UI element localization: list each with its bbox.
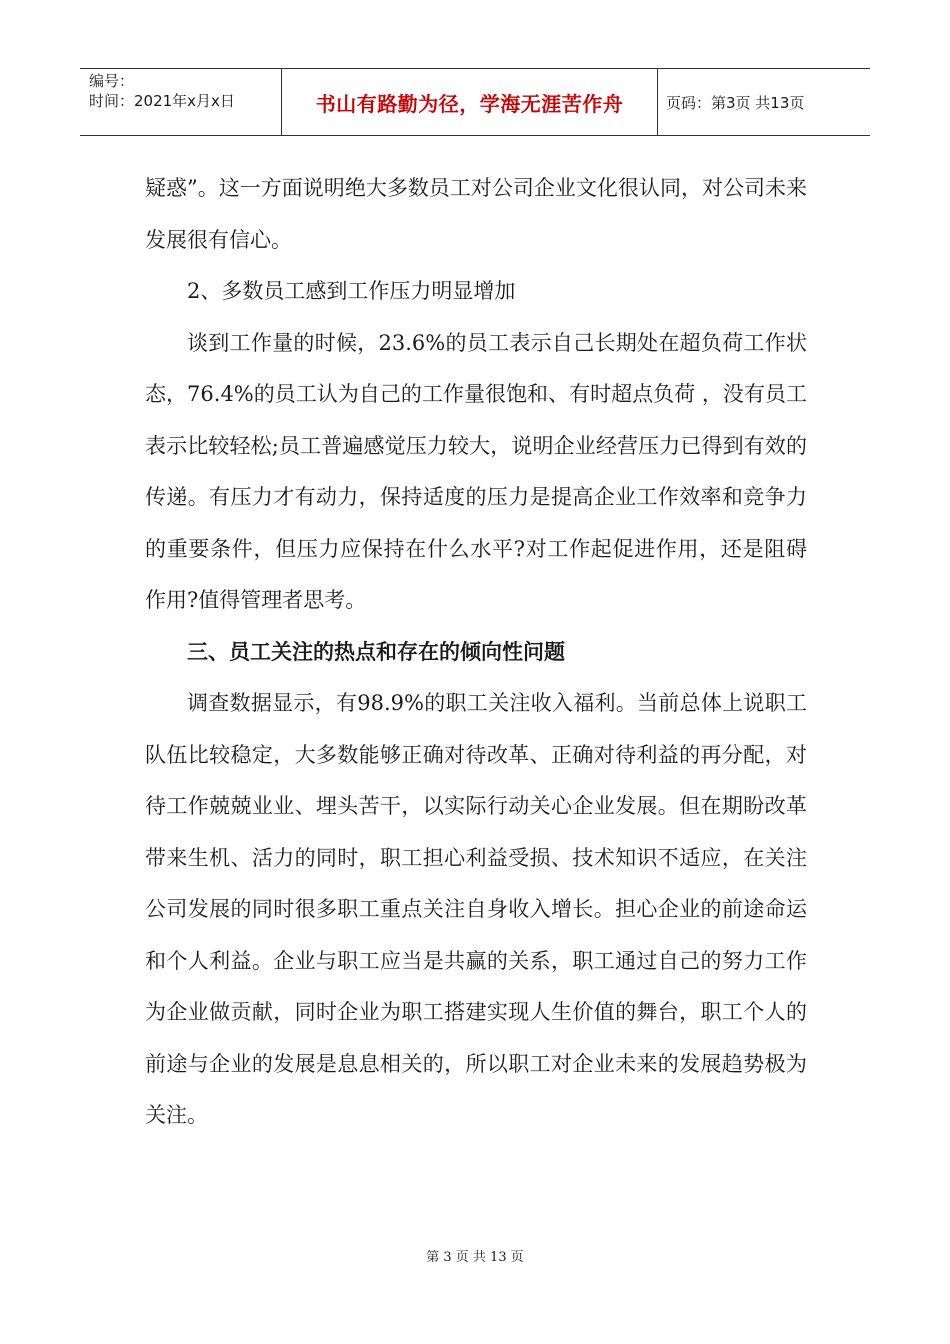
header-page-label: 页码：第3页 共13页 (666, 93, 805, 112)
paragraph-workload: 谈到工作量的时候，23.6%的员工表示自己长期处在超负荷工作状态，76.4%的员工认为自己的工作量很饱和、有时超点负荷 ，没有员工表示比较轻松;员工普遍感觉压力较大，说明企业经营压力已得到有效的传递。有压力才有动力，保持适度的压力是提高企业工作效率和竞争力的重要条件，但压力应保持在什么水平?对工作起促进作用，还是阻碍作用?值得管理者思考。 (145, 330, 807, 612)
section-heading: 三、员工关注的热点和存在的倾向性问题 (187, 639, 565, 664)
document-body (145, 163, 807, 1142)
document-header (80, 68, 870, 136)
paragraph-continuation: 疑惑”。这一方面说明绝大多数员工对公司企业文化很认同，对公司未来发展很有信心。 (145, 176, 807, 252)
subsection-heading: 2、多数员工感到工作压力明显增加 (187, 279, 516, 303)
document-date-label: 时间：2021年x月x日 (89, 92, 235, 110)
header-motto: 书山有路勤为径，学海无涯苦作舟 (282, 69, 658, 135)
document-number-label: 编号： (89, 72, 135, 90)
page-footer: 第 3 页 共 13 页 (426, 1250, 524, 1265)
paragraph-welfare: 调查数据显示，有98.9%的职工关注收入福利。当前总体上说职工队伍比较稳定，大多数能够正确对待改革、正确对待利益的再分配，对待工作兢兢业业、埋头苦干，以实际行动关心企业发展。但在期盼改革带来生机、活力的同时，职工担心利益受损、技术知识不适应，在关注公司发展的同时很多职工重点关注自身收入增长。担心企业的前途命运和个人利益。企业与职工应当是共赢的关系，职工通过自己的努力工作为企业做贡献，同时企业为职工搭建实现人生价值的舞台，职工个人的前途与企业的发展是息息相关的，所以职工对企业未来的发展趋势极为关注。 (145, 691, 807, 1127)
header-meta-cell (80, 69, 282, 135)
